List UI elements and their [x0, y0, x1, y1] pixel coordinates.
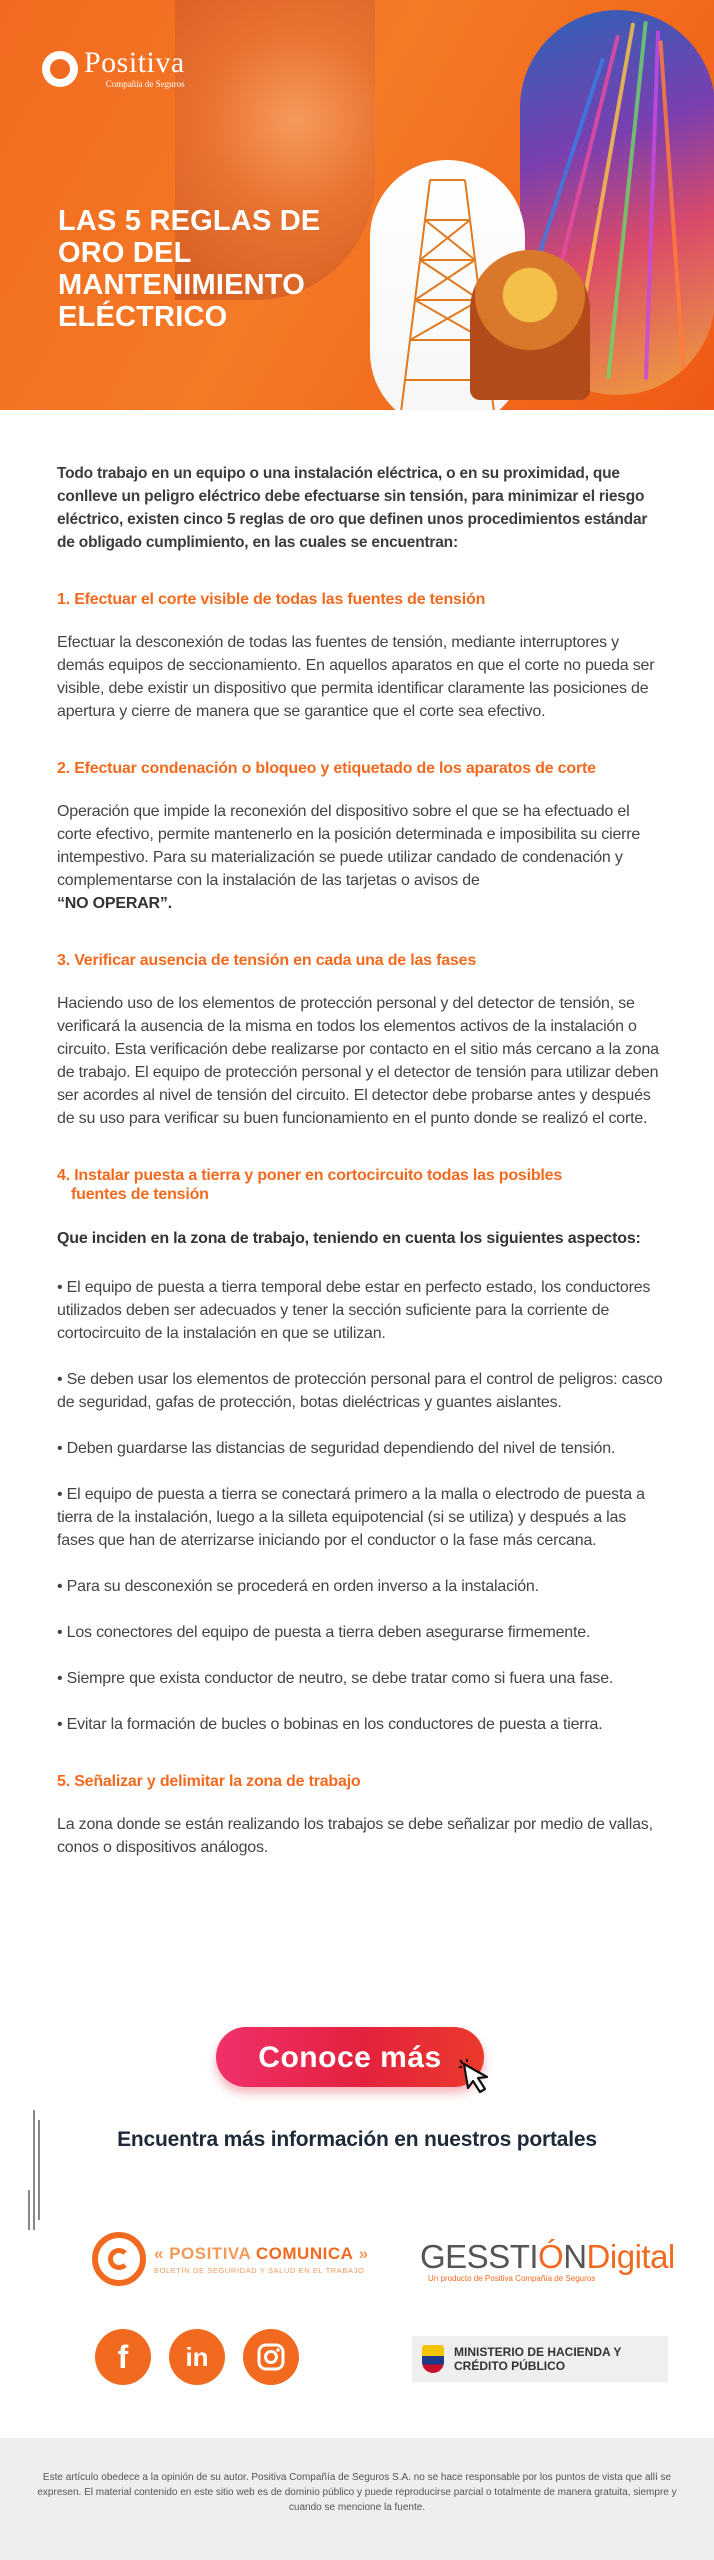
positiva-comunica-brand: POSITIVA: [169, 2243, 251, 2263]
list-item: • Los conectores del equipo de puesta a tierra deben asegurarse firmemente.: [57, 1624, 591, 1641]
positiva-comunica-name: « POSITIVA COMUNICA »: [154, 2243, 369, 2263]
list-item: • Siempre que exista conductor de neutro, se debe tratar como si fuera una fase.: [57, 1670, 614, 1687]
list-item: • Se deben usar los elementos de protección personal para el control de peligros: casco de seguridad, gafas de protección, botas dieléctricas y guantes aislantes.: [57, 1371, 663, 1411]
ministerio-line1: MINISTERIO DE HACIENDA Y: [454, 2345, 622, 2359]
gesstion-digital-logo[interactable]: [420, 2238, 675, 2283]
positiva-logo-mark: [42, 51, 78, 87]
positiva-comunica-logo[interactable]: [92, 2232, 369, 2286]
instagram-icon[interactable]: [243, 2329, 299, 2385]
hero-banner: [0, 0, 714, 410]
rule-2-emphasis: “NO OPERAR”.: [57, 895, 172, 912]
logo-subtitle: Compañía de Seguros: [105, 79, 185, 89]
portals-heading: Encuentra más información en nuestros portales: [117, 2128, 597, 2151]
hero-title: LAS 5 REGLAS DE ORO DEL MANTENIMIENTO ELÉCTRICO: [58, 205, 321, 333]
rule-2-body: Operación que impide la reconexión del dispositivo sobre el que se ha efectuado el corte efectivo, permite mantenerlo en la posición determinada e imposibilita su cierre intempestivo. Para su materialización se puede utilizar candado de condenación y complementarse con la instalación de las tarjetas o avisos de: [57, 803, 641, 889]
positiva-logo[interactable]: [42, 48, 185, 89]
list-item: • Para su desconexión se procederá en orden inverso a la instalación.: [57, 1578, 539, 1595]
logo-name: Positiva: [84, 46, 185, 79]
vertical-legal-note: [28, 2100, 42, 2230]
list-item: • El equipo de puesta a tierra se conectará primero a la malla o electrodo de puesta a tierra de la instalación, luego a la silleta equipotencial (si se utiliza) y después a las fases que han de aterrizarse iniciando por el conductor o la fase más cercana.: [57, 1486, 645, 1549]
gesstion-name-o: Ó: [538, 2238, 564, 2275]
ministerio-line2: CRÉDITO PÚBLICO: [454, 2359, 566, 2373]
colombia-shield-icon: [422, 2345, 444, 2373]
article-body: [57, 462, 663, 1895]
rule-5-text: La zona donde se están realizando los trabajos se debe señalizar por medio de vallas, conos o dispositivos análogos.: [57, 1816, 653, 1856]
ministerio-name: [454, 2345, 621, 2373]
rule-4-title: [57, 1166, 663, 1204]
rule-2-text: [57, 800, 663, 915]
article-intro: Todo trabajo en un equipo o una instalación eléctrica, o en su proximidad, que conlleve un peligro eléctrico debe efectuarse sin tensión, para minimizar el riesgo eléctrico, existen cinco 5 reglas de oro que definen unos procedimientos estándar de obligado cumplimiento, en las cuales se encuentran:: [57, 465, 648, 551]
positiva-comunica-word: COMUNICA: [255, 2243, 354, 2263]
social-links: [95, 2329, 299, 2385]
list-item: • El equipo de puesta a tierra temporal debe estar en perfecto estado, los conductores utilizados deben ser adecuados y tener la sección suficiente para la corriente de cortocircuito de la instalación en que se utilizan.: [57, 1279, 651, 1342]
gesstion-name-b: N: [563, 2238, 587, 2275]
rule-1-text: Efectuar la desconexión de todas las fuentes de tensión, mediante interruptores y demás equipos de seccionamiento. En aquellos aparatos en que el corte no pueda ser visible, debe existir un dispositivo que permita identificar claramente las posiciones de apertura y cierre de manera que se garantice que el corte sea efectivo.: [57, 634, 655, 720]
list-item: • Evitar la formación de bucles o bobinas en los conductores de puesta a tierra.: [57, 1716, 603, 1733]
worker-helmet-photo: [470, 250, 590, 400]
positiva-comunica-mark-icon: [92, 2232, 146, 2286]
positiva-comunica-tagline: BOLETÍN DE SEGURIDAD Y SALUD EN EL TRABAJO: [154, 2265, 365, 2275]
gesstion-name-digital: Digital: [586, 2238, 675, 2275]
linkedin-icon[interactable]: [169, 2329, 225, 2385]
list-item: • Deben guardarse las distancias de seguridad dependiendo del nivel de tensión.: [57, 1440, 616, 1457]
footer: [0, 2438, 714, 2560]
rule-3-text: Haciendo uso de los elementos de protección personal y del detector de tensión, se verificará la ausencia de la misma en todos los elementos activos de la instalación o circuito. Esta verificación debe realizarse por contacto en el sitio más cercano a la zona de trabajo. El equipo de protección personal y el detector de tensión para utilizar deben ser acordes al nivel de tensión del circuito. El detector debe probarse antes y después de su uso para verificar su buen funcionamiento en el punto donde se realizó el corte.: [57, 995, 659, 1127]
rule-4-title-line1: 4. Instalar puesta a tierra y poner en cortocircuito todas las posibles: [57, 1167, 563, 1184]
hand-cursor-icon: [458, 2058, 498, 2098]
rule-4-aspects-intro: Que inciden en la zona de trabajo, teniendo en cuenta los siguientes aspectos:: [57, 1230, 641, 1247]
gesstion-tagline: Un producto de Positiva Compañía de Seguros: [428, 2274, 596, 2283]
rule-5-title: 5. Señalizar y delimitar la zona de trabajo: [57, 1773, 361, 1790]
linkedin-glyph: in: [185, 2341, 209, 2372]
conoce-mas-button[interactable]: Conoce más: [216, 2027, 484, 2087]
facebook-glyph: f: [117, 2338, 129, 2375]
instagram-glyph: [256, 2342, 286, 2372]
footer-disclaimer: Este artículo obedece a la opinión de su autor. Positiva Compañía de Seguros S.A. no se hace responsable por los puntos de vista que allí se expresen. El material contenido en este sitio web es de dominio público y puede reproducirse parcial o totalmente de manera gratuita, siempre y cuando se mencione la fuente.: [37, 2472, 677, 2513]
rule-1-title: 1. Efectuar el corte visible de todas las fuentes de tensión: [57, 591, 486, 608]
rule-3-title: 3. Verificar ausencia de tensión en cada una de las fases: [57, 952, 477, 969]
rule-4-title-line2: fuentes de tensión: [71, 1186, 209, 1203]
gesstion-name-a: GESSTI: [420, 2238, 539, 2275]
facebook-icon[interactable]: [95, 2329, 151, 2385]
ministerio-hacienda-logo[interactable]: [412, 2336, 668, 2382]
gesstion-digital-name: [420, 2238, 675, 2276]
rule-2-title: 2. Efectuar condenación o bloqueo y etiquetado de los aparatos de corte: [57, 760, 596, 777]
